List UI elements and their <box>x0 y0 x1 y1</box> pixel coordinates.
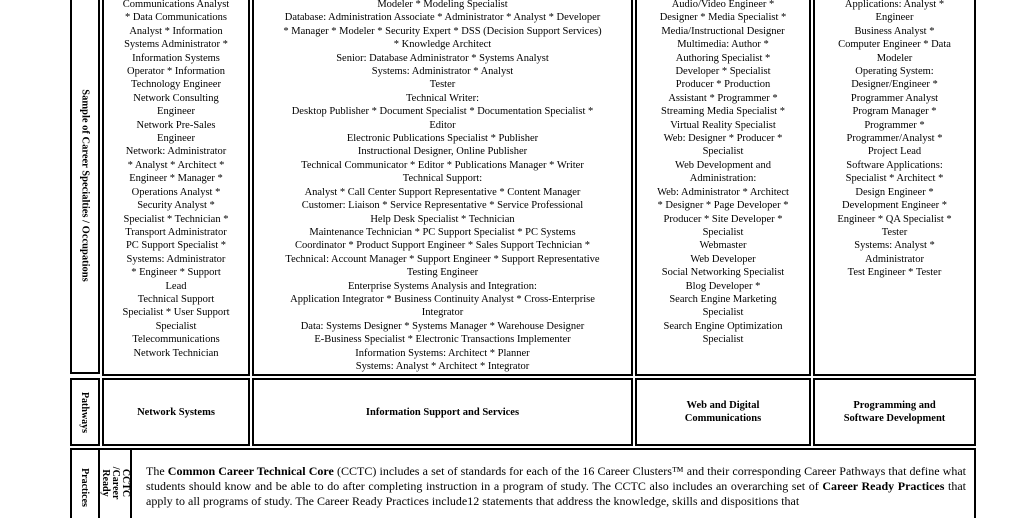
occupation-line: Testing Engineer <box>406 267 479 279</box>
occupation-line: Design Engineer * <box>855 186 934 198</box>
cctc-side-label <box>100 448 132 518</box>
occupation-line: Modeler * Modeling Specialist <box>377 0 508 10</box>
occupations-information-support <box>252 0 633 376</box>
occupation-line: Network Pre-Sales <box>136 119 216 131</box>
occupation-line: Software Applications: <box>846 159 943 171</box>
occupation-line: Administration: <box>689 173 757 185</box>
occupation-line: Technology Engineer <box>131 79 221 91</box>
occupation-line: Specialist <box>155 320 197 332</box>
occupation-line: Tester <box>429 79 456 91</box>
occupation-line: * Designer * Page Developer * <box>657 200 789 212</box>
para-bold-crp: Career Ready Practices <box>822 479 945 493</box>
pathway-network-systems <box>102 378 250 446</box>
occupation-line: Systems: Administrator <box>126 253 226 265</box>
occupation-line: * Data Communications <box>124 12 228 24</box>
occupation-line: Engineer <box>157 106 195 118</box>
occupation-line: Specialist * Technician * <box>123 213 229 225</box>
occupation-line: Coordinator * Product Support Engineer * Sales Support Technician * <box>294 240 591 252</box>
occupation-line: Multimedia: Author * <box>677 39 769 51</box>
occupation-line: Specialist <box>702 334 744 346</box>
occupation-line: Webmaster <box>699 240 747 252</box>
occupation-line: Specialist <box>702 226 744 238</box>
occupation-line: * Manager * Modeler * Security Expert * DSS (Decision Support Services) <box>283 25 602 37</box>
occupation-line: Search Engine Optimization <box>663 320 783 332</box>
occupation-line: Authoring Specialist * <box>675 52 771 64</box>
occupation-line: Operator * Information <box>127 66 225 78</box>
pathway-web-digital <box>635 378 811 446</box>
occupation-line: Systems Administrator * <box>124 39 228 51</box>
occupation-line: Developer * Specialist <box>675 66 771 78</box>
pathway-network-systems-label: Network Systems <box>137 406 215 418</box>
occupation-line: Program Manager * <box>852 106 937 118</box>
occupation-line: Virtual Reality Specialist <box>670 119 776 131</box>
occupation-line: Information Systems <box>132 52 220 64</box>
occupation-line: Network Consulting <box>133 92 219 104</box>
occupation-line: Systems: Analyst * Architect * Integrator <box>355 360 530 372</box>
occupation-line: Audio/Video Engineer * <box>671 0 775 10</box>
occupation-line: Business Analyst * <box>854 25 935 37</box>
occupation-line: Administrator <box>865 253 924 265</box>
occupation-line: Applications: Analyst * <box>844 0 945 10</box>
occupation-line: Database: Administration Associate * Administrator * Analyst * Developer <box>284 12 601 24</box>
occupation-line: Media/Instructional Designer <box>661 25 785 37</box>
occupation-line: Web: Designer * Producer * <box>663 133 783 145</box>
occupation-line: Programmer/Analyst * <box>846 133 943 145</box>
occupation-line: Technical Support: <box>402 173 483 185</box>
occupation-line: Enterprise Systems Analysis and Integration: <box>348 280 537 292</box>
occupation-line: Security Analyst * <box>137 200 215 212</box>
occupations-programming <box>813 0 976 376</box>
para-text-3: that apply to all programs of study. The Career Ready Practices include12 statements that address the knowledge, skills and dispositions that <box>146 479 966 508</box>
occupation-line: Blog Developer * <box>685 280 761 292</box>
occupation-line: Network: Administrator <box>125 146 227 158</box>
pathway-information-support <box>252 378 633 446</box>
occupation-line: Streaming Media Specialist * <box>661 106 785 118</box>
pathway-programming-label: Programming and Software Development <box>843 400 946 424</box>
occupation-line: Programmer Analyst <box>850 92 939 104</box>
occupation-line: Engineer * QA Specialist * <box>837 213 952 225</box>
cctc-description <box>146 464 966 509</box>
occupation-line: Tester <box>881 226 908 238</box>
occupation-line: Designer * Media Specialist * <box>659 12 787 24</box>
occupation-line: Producer * Production <box>675 79 771 91</box>
occupation-line: Operations Analyst * <box>131 186 221 198</box>
occupation-line: Specialist <box>702 307 744 319</box>
occupations-side-label <box>70 0 100 374</box>
occupation-line: Social Networking Specialist <box>661 267 785 279</box>
occupation-line: Modeler <box>876 52 913 64</box>
para-bold-cctc: Common Career Technical Core <box>167 464 334 478</box>
occupation-line: Engineer * Manager * <box>129 173 223 185</box>
occupation-line: Computer Engineer * Data <box>838 39 951 51</box>
occupation-line: Maintenance Technician * PC Support Specialist * PC Systems <box>309 226 576 238</box>
occupation-line: Technical Support <box>137 293 215 305</box>
occupation-line: Designer/Engineer * <box>851 79 938 91</box>
pathway-web-digital-label: Web and Digital Communications <box>684 400 762 424</box>
occupation-line: Programmer * <box>864 119 925 131</box>
occupation-line: E-Business Specialist * Electronic Transactions Implementer <box>314 334 571 346</box>
occupation-line: Operating System: <box>855 66 934 78</box>
occupation-line: Technical Writer: <box>406 92 479 104</box>
occupation-line: Data: Systems Designer * Systems Manager * Warehouse Designer <box>300 320 585 332</box>
occupation-line: Search Engine Marketing <box>669 293 777 305</box>
occupation-line: Technical Communicator * Editor * Publications Manager * Writer <box>301 159 584 171</box>
occupation-line: Analyst * Call Center Support Representative * Content Manager <box>304 186 581 198</box>
occupation-line: Lead <box>165 280 187 292</box>
occupation-line: Communications Analyst <box>122 0 230 10</box>
para-text-2: (CCTC) includes a set of standards for each of the 16 Career Clusters™ and their corresponding Career Pathways that define what students should know and be able to do after completing instruction in a program of study. The CCTC also includes an overarching set of <box>146 464 967 493</box>
occupation-line: * Analyst * Architect * <box>127 159 225 171</box>
occupation-line: Web: Administrator * Architect <box>657 186 789 198</box>
occupation-line: PC Support Specialist * <box>125 240 227 252</box>
occupation-line: Editor <box>429 119 456 131</box>
occupation-line: * Knowledge Architect <box>393 39 492 51</box>
occupation-line: Application Integrator * Business Continuity Analyst * Cross-Enterprise <box>290 293 595 305</box>
occupation-line: Producer * Site Developer * <box>663 213 783 225</box>
occupation-line: Specialist <box>702 146 744 158</box>
occupation-line: Instructional Designer, Online Publisher <box>357 146 528 158</box>
occupation-line: Transport Administrator <box>125 226 227 238</box>
occupation-line: Technical: Account Manager * Support Engineer * Support Representative <box>285 253 600 265</box>
occupation-line: Information Systems: Architect * Planner <box>355 347 530 359</box>
occupations-network-systems <box>102 0 250 376</box>
practices-side-label-text: Practices <box>78 467 90 507</box>
occupation-line: Desktop Publisher * Document Specialist * Documentation Specialist * <box>291 106 594 118</box>
para-text-1: The <box>146 464 168 478</box>
pathway-information-support-label: Information Support and Services <box>365 406 520 418</box>
occupation-line: Analyst * Information <box>129 25 223 37</box>
occupation-line: Senior: Database Administrator * Systems Analyst <box>336 52 549 64</box>
occupations-side-label-text: Sample of Career Specialties / Occupations <box>79 88 91 282</box>
practices-side-label <box>70 448 100 518</box>
occupation-line: Help Desk Specialist * Technician <box>370 213 515 225</box>
pathways-side-label-text: Pathways <box>79 391 91 433</box>
cctc-side-label-text: CCTC /Career Ready <box>100 466 132 500</box>
pathways-side-label <box>70 378 100 446</box>
occupation-line: Electronic Publications Specialist * Publisher <box>346 133 539 145</box>
occupation-line: * Engineer * Support <box>131 267 221 279</box>
occupation-line: Development Engineer * <box>842 200 947 212</box>
occupation-line: Web Development and <box>675 159 771 171</box>
occupation-line: Engineer <box>875 12 914 24</box>
occupation-line: Specialist * User Support <box>122 307 230 319</box>
occupation-line: Web Developer <box>690 253 756 265</box>
occupation-line: Project Lead <box>867 146 922 158</box>
occupation-line: Assistant * Programmer * <box>668 92 778 104</box>
occupation-line: Integrator <box>421 307 464 319</box>
occupation-line: Test Engineer * Tester <box>847 267 942 279</box>
occupation-line: Customer: Liaison * Service Representative * Service Professional <box>301 200 584 212</box>
occupation-line: Systems: Analyst * <box>854 240 935 252</box>
pathway-programming <box>813 378 976 446</box>
occupation-line: Engineer <box>157 133 195 145</box>
occupation-line: Systems: Administrator * Analyst <box>371 66 514 78</box>
occupation-line: Telecommunications <box>132 334 220 346</box>
occupation-line: Network Technician <box>133 347 219 359</box>
occupations-web-digital <box>635 0 811 376</box>
occupation-line: Specialist * Architect * <box>845 173 944 185</box>
